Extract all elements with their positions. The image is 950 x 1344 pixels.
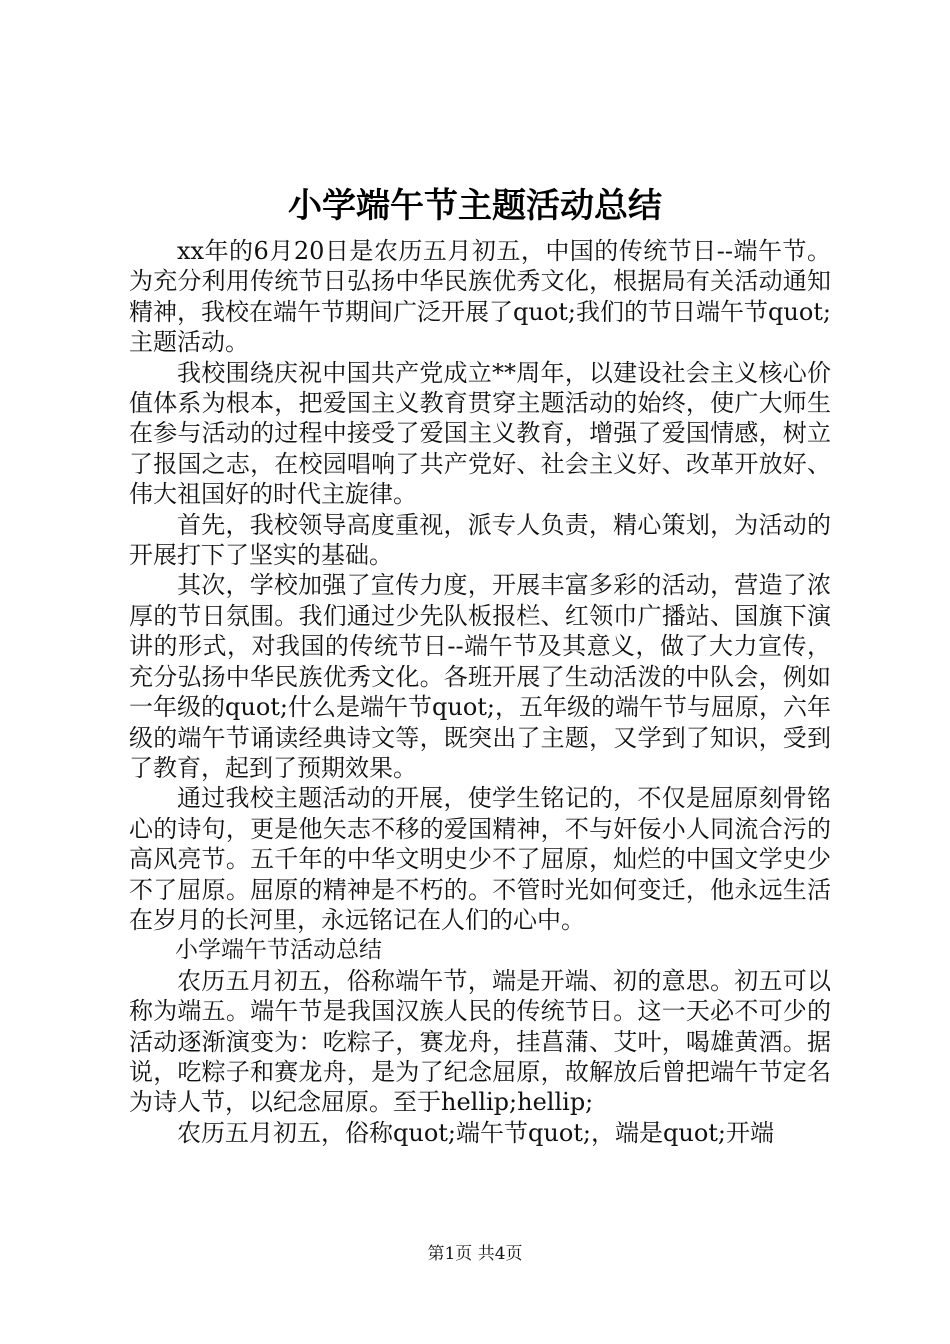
page-number-footer: 第1页 共4页 — [427, 1244, 523, 1264]
paragraph-origin: 农历五月初五，俗称端午节，端是开端、初的意思。初五可以称为端五。端午节是我国汉族人民的传统节日。这一天必不可少的活动逐渐演变为：吃粽子，赛龙舟，挂菖蒲、艾叶，喝雄黄酒。据说，吃粽子和赛龙舟，是为了纪念屈原，故解放后曾把端午节定名为诗人节，以纪念屈原。至于hellip;hellip; — [129, 966, 831, 1117]
section-subheading: 小学端午节活动总结 — [175, 937, 382, 964]
paragraph-patriotism: 我校围绕庆祝中国共产党成立**周年，以建设社会主义核心价值体系为根本，把爱国主义教育贯穿主题活动的始终，使广大师生在参与活动的过程中接受了爱国主义教育，增强了爱国情感，树立了报国之志，在校园唱响了共产党好、社会主义好、改革开放好、伟大祖国好的时代主旋律。 — [129, 358, 831, 509]
paragraph-intro: xx年的6月20日是农历五月初五，中国的传统节日--端午节。为充分利用传统节日弘扬中华民族优秀文化，根据局有关活动通知精神，我校在端午节期间广泛开展了quot;我们的节日端午节quot;主题活动。 — [129, 237, 831, 357]
paragraph-outcome: 通过我校主题活动的开展，使学生铭记的，不仅是屈原刻骨铭心的诗句，更是他矢志不移的爱国精神，不与奸佞小人同流合污的高风亮节。五千年的中华文明史少不了屈原，灿烂的中国文学史少不了屈原。屈原的精神是不朽的。不管时光如何变迁，他永远生活在岁月的长河里，永远铭记在人们的心中。 — [129, 784, 831, 934]
paragraph-second: 其次，学校加强了宣传力度，开展丰富多彩的活动，营造了浓厚的节日氛围。我们通过少先队板报栏、红领巾广播站、国旗下演讲的形式，对我国的传统节日--端午节及其意义，做了大力宣传，充分弘扬中华民族优秀文化。各班开展了生动活泼的中队会，例如一年级的quot;什么是端午节quot;，五年级的端午节与屈原，六年级的端午节诵读经典诗文等，既突出了主题，又学到了知识，受到了教育，起到了预期效果。 — [129, 571, 831, 782]
paragraph-origin-continued: 农历五月初五，俗称quot;端午节quot;，端是quot;开端 — [177, 1118, 774, 1147]
document-title: 小学端午节主题活动总结 — [288, 186, 662, 226]
document-body — [129, 236, 831, 1148]
paragraph-first: 首先，我校领导高度重视，派专人负责，精心策划，为活动的开展打下了坚实的基础。 — [129, 510, 831, 570]
